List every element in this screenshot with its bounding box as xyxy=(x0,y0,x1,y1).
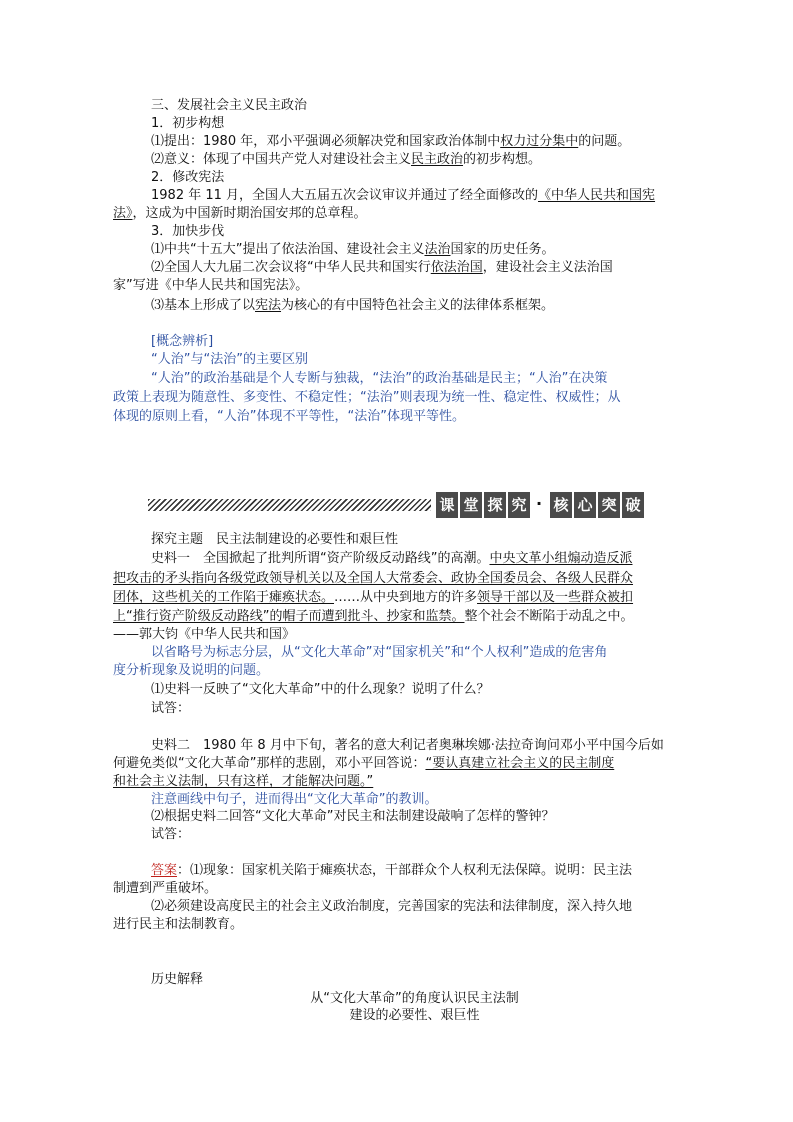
subheading-2: 2．修改宪法 xyxy=(151,170,225,185)
concept-heading: “人治”与“法治”的主要区别 xyxy=(151,352,308,367)
history-title-2: 建设的必要性、艰巨性 xyxy=(349,1008,480,1023)
material-1-line-1: 史料一 全国掀起了批判所谓“资产阶级反动路线”的高潮。中央文革小组煽动造反派 xyxy=(151,551,633,566)
material-1-source: ——郭大钧《中华人民共和国》 xyxy=(113,627,296,642)
material-1-line-2: 把攻击的矛头指向各级党政领导机关以及全国人大常委会、政协全国委员会、各级人民群众 xyxy=(113,571,634,586)
answer-line-2: 制遭到严重破坏。 xyxy=(113,881,218,896)
paragraph-6: ⑶基本上形成了以宪法为核心的有中国特色社会主义的法律体系框架。 xyxy=(151,298,555,313)
banner-char: 突 xyxy=(598,492,620,518)
material-1-line-4: 上“推行资产阶级反动路线”的帽子而遭到批斗、抄家和监禁。整个社会不断陷于动乱之中。 xyxy=(113,609,634,624)
paragraph-5: ⑵全国人大九届二次会议将“中华人民共和国实行依法治国，建设社会主义法治国 xyxy=(151,260,613,275)
explore-theme: 探究主题 民主法制建设的必要性和艰巨性 xyxy=(151,532,399,547)
concept-line-3: 体现的原则上看，“人治”体现不平等性，“法治”体现平等性。 xyxy=(113,409,465,424)
answer-label-2: 试答： xyxy=(151,827,191,842)
question-2: ⑵根据史料二回答“文化大革命”对民主和法制建设敲响了怎样的警钟？ xyxy=(151,809,555,824)
banner-char: 核 xyxy=(550,492,572,518)
hint-1: 以省略号为标志分层，从“文化大革命”对“国家机关”和“个人权利”造成的危害角 xyxy=(151,645,608,660)
answer-label-1: 试答： xyxy=(151,701,191,716)
answer-label: 答案 xyxy=(151,863,178,878)
banner-char: 究 xyxy=(508,492,530,518)
banner-stripes xyxy=(148,499,431,511)
paragraph-3: 1982 年 11 月，全国人大五届五次会议审议并通过了经全面修改的《中华人民共和国宪 xyxy=(151,188,656,203)
paragraph-3-cont: 法》，这成为中国新时期治国安邦的总章程。 xyxy=(113,206,367,221)
concept-line-1: “人治”的政治基础是个人专断与独裁，“法治”的政治基础是民主；“人治”在决策 xyxy=(151,371,608,386)
concept-label: [概念辨析] xyxy=(151,334,214,349)
section-title: 三、发展社会主义民主政治 xyxy=(151,98,308,113)
history-label: 历史解释 xyxy=(151,972,204,987)
answer-line-4: 进行民主和法制教育。 xyxy=(113,917,244,932)
material-2-line-3: 和社会主义法制，只有这样，才能解决问题。” xyxy=(113,774,374,789)
hint-2: 注意画线中句子，进而得出“文化大革命”的教训。 xyxy=(151,792,438,807)
paragraph-1: ⑴提出：1980 年，邓小平强调必须解决党和国家政治体制中权力过分集中的问题。 xyxy=(151,134,631,149)
question-1: ⑴史料一反映了“文化大革命”中的什么现象？说明了什么？ xyxy=(151,682,490,697)
concept-line-2: 政策上表现为随意性、多变性、不稳定性；“法治”则表现为统一性、稳定性、权威性；从 xyxy=(113,390,621,405)
material-1-line-3: 团体，这些机关的工作陷于瘫痪状态。……从中央到地方的许多领导干部以及一些群众被扣 xyxy=(113,590,634,605)
subheading-1: 1．初步构想 xyxy=(151,116,225,131)
paragraph-2: ⑵意义：体现了中国共产党人对建设社会主义民主政治的初步构想。 xyxy=(151,152,542,167)
paragraph-4: ⑴中共“十五大”提出了依法治国、建设社会主义法治国家的历史任务。 xyxy=(151,242,555,257)
answer-line-3: ⑵必须建设高度民主的社会主义政治制度，完善国家的宪法和法律制度，深入持久地 xyxy=(151,899,633,914)
banner-char: 破 xyxy=(622,492,644,518)
banner-char: 课 xyxy=(436,492,458,518)
banner-char: 心 xyxy=(574,492,596,518)
material-2-line-2: 何避免类似“文化大革命”那样的悲剧，邓小平回答说：“要认真建立社会主义的民主制度 xyxy=(113,756,615,771)
paragraph-5-cont: 家”写进《中华人民共和国宪法》。 xyxy=(113,278,309,293)
banner-char: 探 xyxy=(484,492,506,518)
material-2-line-1: 史料二 1980 年 8 月中下旬，著名的意大利记者奥琳埃娜·法拉奇询问邓小平中国今后如 xyxy=(151,738,664,753)
hint-1-cont: 度分析现象及说明的问题。 xyxy=(113,663,270,678)
section-banner xyxy=(148,492,673,518)
banner-dot: · xyxy=(536,494,543,513)
subheading-3: 3．加快步伐 xyxy=(151,224,225,239)
answer-line-1: 答案：⑴现象：国家机关陷于瘫痪状态，干部群众个人权利无法保障。说明：民主法 xyxy=(151,863,633,878)
history-title-1: 从“文化大革命”的角度认识民主法制 xyxy=(310,991,519,1006)
banner-char: 堂 xyxy=(460,492,482,518)
